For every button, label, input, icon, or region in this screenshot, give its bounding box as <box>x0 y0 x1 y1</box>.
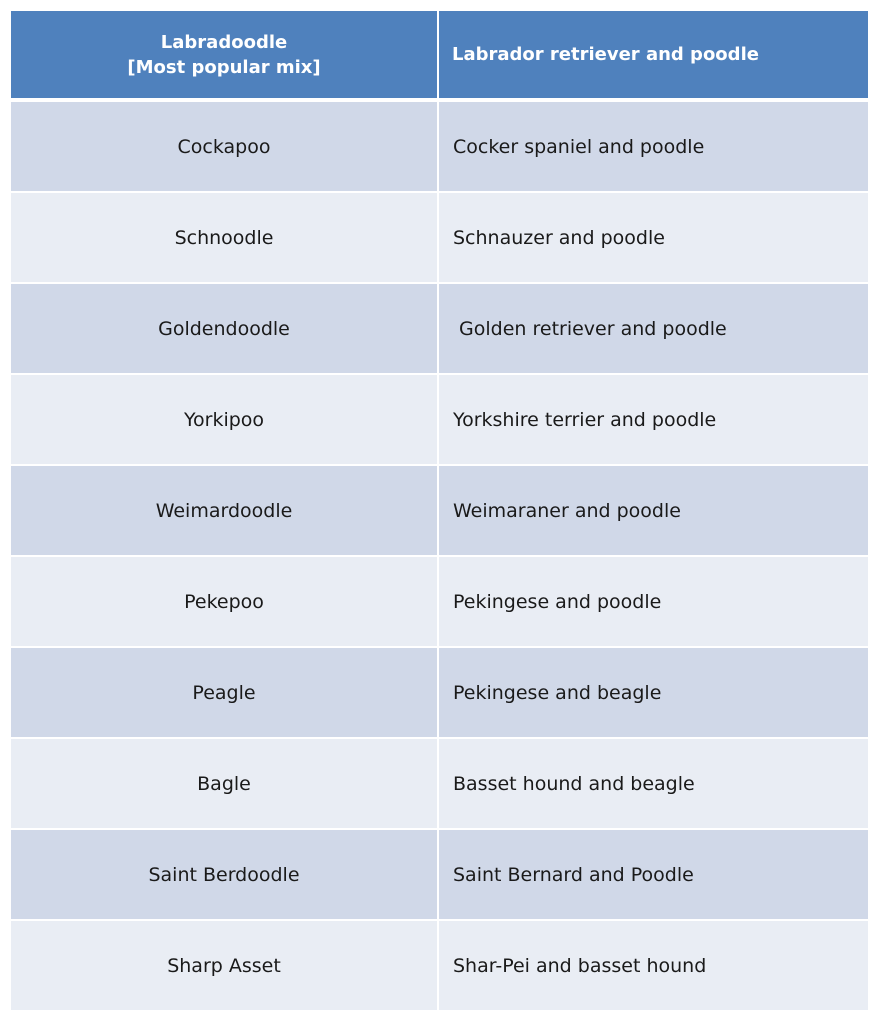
table-row <box>11 829 868 920</box>
table-row <box>11 647 868 738</box>
breed-name-cell: Weimardoodle <box>11 465 438 556</box>
breed-description-cell: Cocker spaniel and poodle <box>438 100 868 192</box>
header-subtitle: [Most popular mix] <box>127 56 321 78</box>
table-row <box>11 465 868 556</box>
breed-name-cell: Cockapoo <box>11 100 438 192</box>
table-row <box>11 374 868 465</box>
breed-name-cell: Goldendoodle <box>11 283 438 374</box>
breed-name-cell: Yorkipoo <box>11 374 438 465</box>
breed-name-cell: Sharp Asset <box>11 920 438 1010</box>
breed-name-cell: Schnoodle <box>11 192 438 283</box>
table-row <box>11 283 868 374</box>
breed-description-cell: Basset hound and beagle <box>438 738 868 829</box>
header-cell-description: Labrador retriever and poodle <box>438 11 868 100</box>
breed-name-cell: Peagle <box>11 647 438 738</box>
breed-description-cell: Shar-Pei and basset hound <box>438 920 868 1010</box>
table-row <box>11 556 868 647</box>
breed-description-cell: Pekingese and beagle <box>438 647 868 738</box>
table-row <box>11 192 868 283</box>
breed-name-cell: Saint Berdoodle <box>11 829 438 920</box>
breed-description-cell: Golden retriever and poodle <box>438 283 868 374</box>
breed-name-cell: Bagle <box>11 738 438 829</box>
table-row <box>11 738 868 829</box>
breed-description-cell: Pekingese and poodle <box>438 556 868 647</box>
breed-description-cell: Yorkshire terrier and poodle <box>438 374 868 465</box>
table-row <box>11 100 868 192</box>
table-header-row <box>11 11 868 100</box>
breed-description-cell: Saint Bernard and Poodle <box>438 829 868 920</box>
header-title: Labradoodle <box>160 31 288 53</box>
header-cell-labradoodle <box>11 11 438 100</box>
breed-mix-table <box>11 11 868 1010</box>
table-row <box>11 920 868 1010</box>
breed-description-cell: Weimaraner and poodle <box>438 465 868 556</box>
breed-description-cell: Schnauzer and poodle <box>438 192 868 283</box>
breed-name-cell: Pekepoo <box>11 556 438 647</box>
